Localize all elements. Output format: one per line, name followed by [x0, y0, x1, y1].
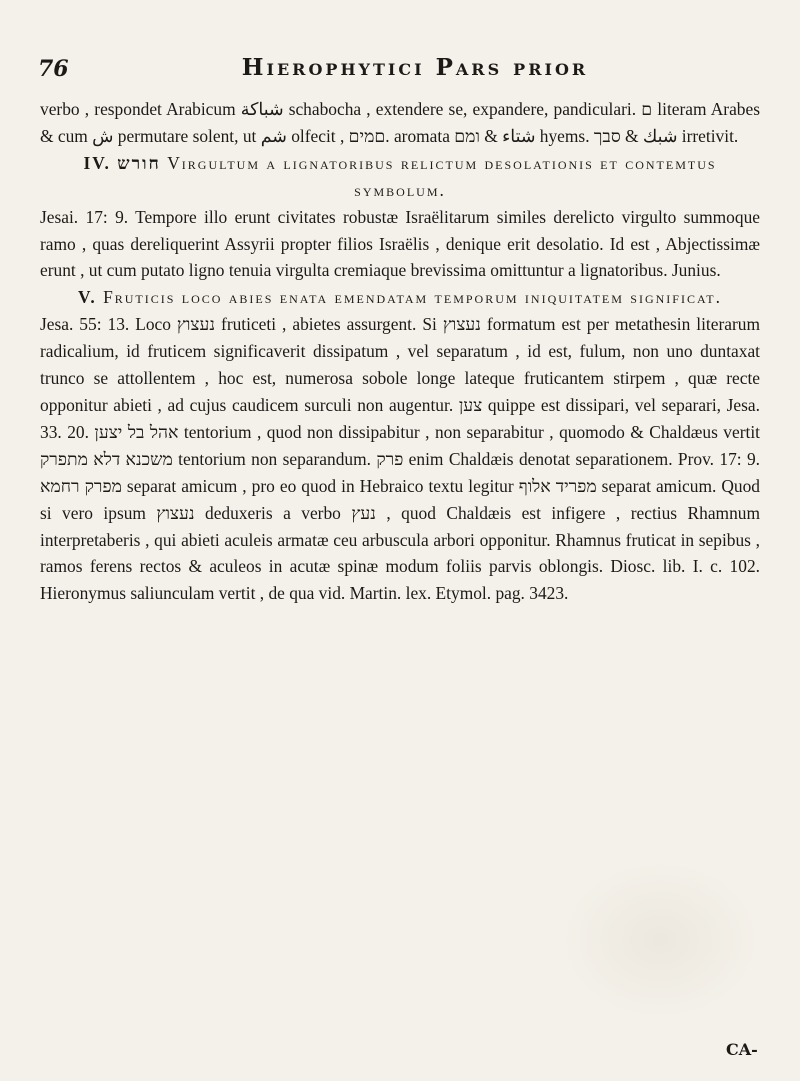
paragraph-1: verbo , respondet Arabicum ﺷﺒﺎﻛﺔ schabocha , extendere se, expandere, pandiculari. ם literam Arabes & cum ﺵ permutare solent, ut ﺷﻢ olfecit , םמים. aromata ﺷﺘﺎﺀ & ומם hyems. ﺷﺒﻚ & סבך irretivit. — [40, 99, 760, 146]
section-4-title: Virgultum a lignatoribus relictum desolationis et contemtus symbolum. — [167, 152, 717, 200]
main-text — [40, 96, 760, 607]
section-4-heading — [40, 150, 760, 204]
page-header — [38, 52, 730, 92]
running-title: Hierophytici Pars prior — [241, 54, 589, 81]
paragraph-2: Jesai. 17: 9. Tempore illo erunt civitates robustæ Israëlitarum similes derelicto virgulto summoque ramo , quas dereliquerint Assyrii propter filios Israëlis , denique erit desolatio. Id est , Abjectissimæ erunt , ut cum putato ligno tenuia virgulta cremiaque brevissima omittuntur a lignatoribus. Junius. — [40, 206, 760, 281]
catchword: CA- — [726, 1040, 758, 1059]
section-5-heading — [40, 284, 760, 311]
paper-stain — [560, 860, 760, 1020]
page-number: 76 — [38, 56, 69, 82]
paragraph-3: Jesa. 55: 13. Loco נעצוץ fruticeti , abietes assurgent. Si נעצוץ formatum est per metathesin literarum radicalium, id fruticem significaverit dissipatum , vel separatum , id est, fulum, non uno duntaxat trunco se attollentem , hoc est, numerosa sobole longe lateque fruticantem stirpem , quæ recte opponitur abieti , ad cujus caudicem surculi non augentur. צען quippe est dissipari, vel separari, Jesa. 33. 20. אהל בל יצען tentorium , quod non dissipabitur , non separabitur , quomodo & Chaldæus vertit משכנא דלא מתפרק tentorium non separandum. פרק enim Chaldæis denotat separationem. Prov. 17: 9. מפרק רחמא separat amicum , pro eo quod in Hebraico textu legitur מפריד אלוף separat amicum. Quod si vero ipsum נעצוץ deduxeris a verbo נעץ , quod Chaldæis est infigere , rectius Rhamnum interpretaberis , qui abieti aculeis armatæ ceu arbuscula arbori opponitur. Rhamnus fruticat in sepibus , ramos ferens rectos & aculeos in acutæ spinæ modum foliis parvis oblongis. Diosc. lib. I. c. 102. Hieronymus saliunculam vertit , de qua vid. Martin. lex. Etymol. pag. 3423. — [40, 314, 761, 604]
section-4-label: IV. חורש — [83, 152, 161, 173]
section-5-title: Fruticis loco abies enata emendatam temporum iniquitatem significat. — [103, 287, 722, 308]
section-5-label: V. — [78, 287, 97, 308]
